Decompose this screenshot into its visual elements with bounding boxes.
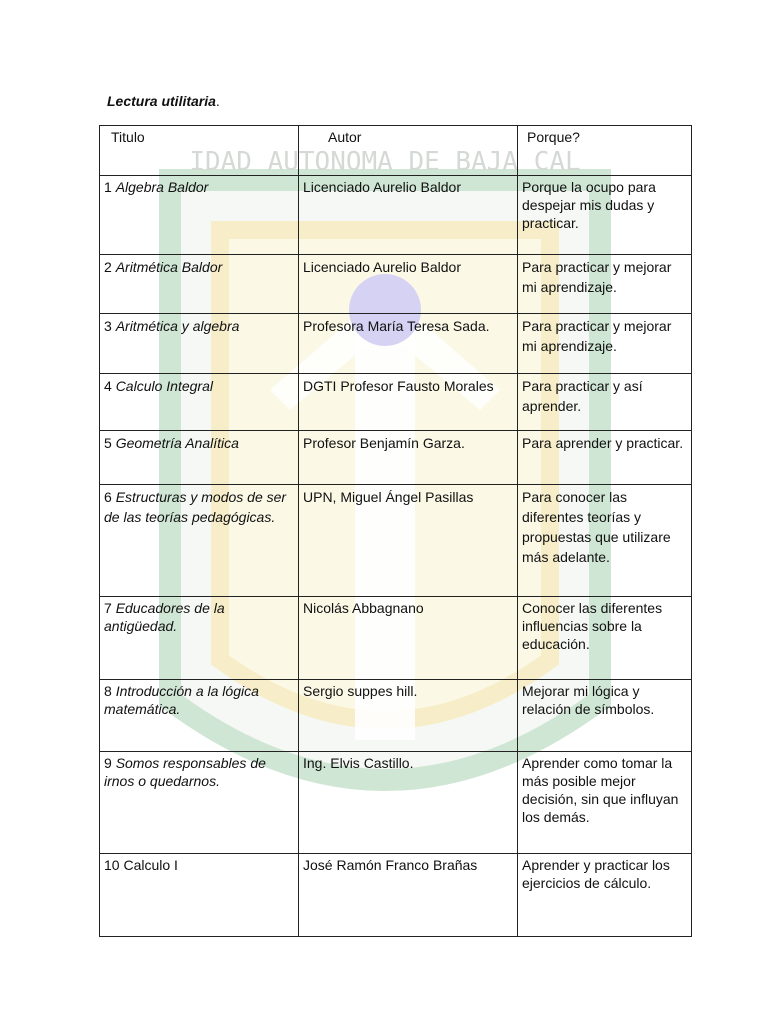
table-body [100,176,692,937]
header-autor: Autor [299,126,518,176]
title-cell [100,680,299,752]
table-row [100,680,692,752]
title-cell [100,485,299,597]
reason-cell: Aprender y practicar los ejercicios de cálculo. [518,854,692,937]
row-number: 8 [104,683,112,699]
book-title: Somos responsables de irnos o quedarnos. [104,755,266,789]
reading-list-table [99,125,692,937]
table-header-row [100,126,692,176]
row-number: 4 [104,378,112,394]
reason-cell: Conocer las diferentes influencias sobre la educación. [518,597,692,680]
title-cell [100,314,299,374]
reason-cell: Mejorar mi lógica y relación de símbolos. [518,680,692,752]
table-row [100,374,692,431]
title-cell [100,752,299,854]
title-cell [100,854,299,937]
author-cell: Licenciado Aurelio Baldor [299,255,518,314]
table-row [100,314,692,374]
table-row [100,485,692,597]
table-row [100,854,692,937]
book-title: Algebra Baldor [115,179,209,195]
book-title: Educadores de la antigüedad. [104,600,225,634]
title-cell [100,255,299,314]
heading-text: Lectura utilitaria [107,93,216,109]
author-cell: Ing. Elvis Castillo. [299,752,518,854]
heading-period: . [215,93,220,109]
reason-cell: Porque la ocupo para despejar mis dudas y practicar. [518,176,692,255]
title-cell [100,176,299,255]
table-row [100,176,692,255]
header-titulo: Titulo [100,126,299,176]
title-cell [100,374,299,431]
title-cell [100,431,299,485]
watermark-text: IDAD AUTONOMA DE BAJA CAL [189,147,581,177]
row-number: 7 [104,600,112,616]
book-title: Geometría Analítica [115,435,239,451]
book-title: Calculo I [123,857,178,873]
page-heading [107,93,220,109]
row-number: 10 [104,857,120,873]
author-cell: DGTI Profesor Fausto Morales [299,374,518,431]
reason-cell: Aprender como tomar la más posible mejor decisión, sin que influyan los demás. [518,752,692,854]
reason-cell: Para practicar y así aprender. [518,374,692,431]
row-number: 5 [104,435,112,451]
author-cell: UPN, Miguel Ángel Pasillas [299,485,518,597]
author-cell: Licenciado Aurelio Baldor [299,176,518,255]
reason-cell: Para conocer las diferentes teorías y propuestas que utilizare más adelante. [518,485,692,597]
table-row [100,752,692,854]
author-cell: Profesora María Teresa Sada. [299,314,518,374]
book-title: Aritmética Baldor [115,259,223,275]
row-number: 3 [104,318,112,334]
reason-cell: Para practicar y mejorar mi aprendizaje. [518,255,692,314]
table-row [100,255,692,314]
row-number: 1 [104,179,112,195]
reason-cell: Para aprender y practicar. [518,431,692,485]
author-cell: Profesor Benjamín Garza. [299,431,518,485]
row-number: 2 [104,259,112,275]
author-cell: José Ramón Franco Brañas [299,854,518,937]
book-title: Aritmética y algebra [115,318,240,334]
book-title: Calculo Integral [115,378,213,394]
reason-cell: Para practicar y mejorar mi aprendizaje. [518,314,692,374]
row-number: 9 [104,755,112,771]
row-number: 6 [104,489,112,505]
author-cell: Nicolás Abbagnano [299,597,518,680]
author-cell: Sergio suppes hill. [299,680,518,752]
table-row [100,431,692,485]
book-title: Introducción a la lógica matemática. [104,683,259,717]
table-row [100,597,692,680]
title-cell [100,597,299,680]
header-porque: Porque? [518,126,692,176]
book-title: Estructuras y modos de ser de las teorías pedagógicas. [104,489,287,525]
